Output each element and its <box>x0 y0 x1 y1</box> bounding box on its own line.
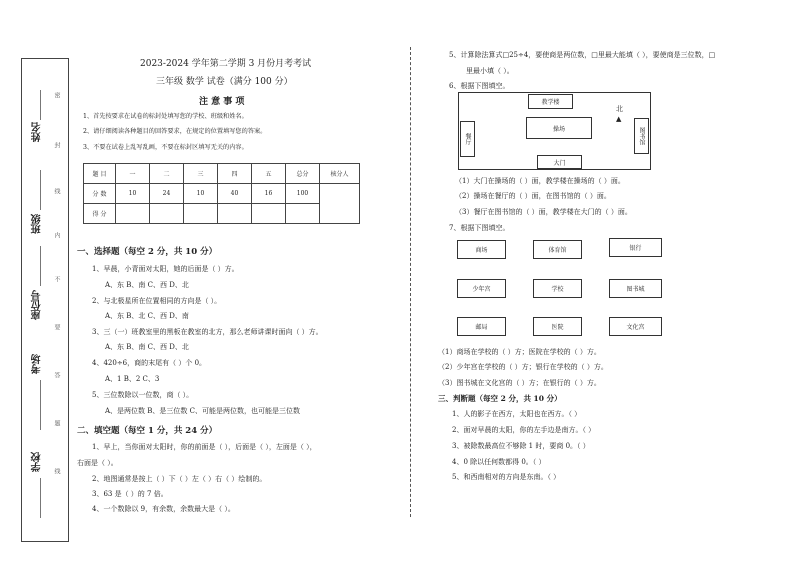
table-cell: 一 <box>116 164 150 184</box>
north-arrow-icon: ▲ <box>616 115 622 123</box>
question-line: （1）大门在操场的（ ）面，教学楼在操场的（ ）面。 <box>455 177 625 185</box>
notice-title: 注 意 事 项 <box>199 97 245 107</box>
grid-hospital: 医院 <box>533 317 582 336</box>
question-title: 6、根据下图填空。 <box>449 82 510 90</box>
table-cell: 核分人 <box>320 164 360 184</box>
question-title: 7、根据下图填空。 <box>449 224 510 232</box>
exam-title: 2023-2024 学年第二学期 3 月份月考考试 <box>140 59 312 69</box>
question-line: 里最小填（ ）。 <box>466 67 514 75</box>
grid-mall: 商场 <box>457 240 506 259</box>
table-cell: 得 分 <box>84 204 116 224</box>
option-line: A、东 B、北 C、西 D、南 <box>105 312 189 320</box>
question-line: 4、420÷6，商的末尾有（ ）个 0。 <box>92 359 207 367</box>
room-line <box>40 380 41 430</box>
question-line: 1、早上，当你面对太阳时，你的前面是（ ），后面是（ ），左面是（ ）， <box>92 443 317 451</box>
map-north-label: 北 <box>616 105 623 113</box>
table-cell: 分 数 <box>84 184 116 204</box>
grid-youth-palace: 少年宫 <box>457 279 506 298</box>
map-playground: 操场 <box>526 117 592 139</box>
judge-line: 2、面对早晨的太阳，你的左手边是南方。（ ） <box>452 426 596 434</box>
notice-line: 2、请仔细阅读各种题目的回答要求，在规定的位置填写您的答案。 <box>83 128 267 135</box>
name-label: 姓名 <box>32 122 43 142</box>
score-table-got-row <box>84 204 360 224</box>
score-input-cell[interactable] <box>218 204 252 224</box>
question-line: （2）少年宫在学校的（ ）方；银行在学校的（ ）方。 <box>438 363 608 371</box>
map-teaching-building: 教学楼 <box>528 94 573 109</box>
seal-char: 答 <box>53 372 60 378</box>
question-line: 2、地图通常是按上（ ）下（ ）左（ ）右（ ）绘制的。 <box>92 475 267 483</box>
table-cell: 三 <box>184 164 218 184</box>
question-line: （3）餐厅在图书馆的（ ）面，教学楼在大门的（ ）面。 <box>455 208 632 216</box>
section-title: 三、判断题（每空 2 分，共 10 分） <box>438 394 562 403</box>
grid-school: 学校 <box>533 279 582 298</box>
map-canteen: 餐厅 <box>460 121 475 157</box>
seal-char: 线 <box>53 468 60 474</box>
table-cell: 10 <box>116 184 150 204</box>
section-title: 一、选择题（每空 2 分，共 10 分） <box>77 247 218 257</box>
seal-char: 密 <box>53 92 60 98</box>
school-label: 学校 <box>32 452 43 472</box>
table-cell: 100 <box>286 184 320 204</box>
grid-book-city: 图书城 <box>609 279 662 298</box>
question-line: 2、与北极星所在位置相同的方向是（ ）。 <box>92 297 222 305</box>
score-table <box>83 163 360 224</box>
option-line: A、东 B、南 C、西 D、北 <box>105 281 189 289</box>
table-cell-checker[interactable] <box>320 184 360 224</box>
score-input-cell[interactable] <box>150 204 184 224</box>
table-cell: 总分 <box>286 164 320 184</box>
score-table-header-row <box>84 164 360 184</box>
judge-line: 3、被除数最高位不够除 1 时，要商 0。（ ） <box>452 442 590 450</box>
map-gate: 大门 <box>537 155 582 169</box>
table-cell: 四 <box>218 164 252 184</box>
question-line: 右面是（ ）。 <box>77 459 118 467</box>
question-line: 3、三（一）班教室里的黑板在教室的北方，那么老师讲课时面向（ ）方。 <box>92 328 323 336</box>
table-cell: 16 <box>252 184 286 204</box>
score-input-cell[interactable] <box>252 204 286 224</box>
notice-line: 1、首先按要求在试卷的标封处填写您的学校、班级和姓名。 <box>83 113 248 120</box>
seal-char: 不 <box>53 276 60 282</box>
column-divider <box>410 47 411 517</box>
score-input-cell[interactable] <box>116 204 150 224</box>
table-cell: 五 <box>252 164 286 184</box>
question-line: （3）图书城在文化宫的（ ）方；在银行的（ ）方。 <box>438 379 601 387</box>
judge-line: 4、0 除以任何数都得 0。（ ） <box>452 458 546 466</box>
judge-line: 1、人的影子在西方，太阳也在西方。（ ） <box>452 410 582 418</box>
table-cell: 10 <box>184 184 218 204</box>
question-line: 5、计算除法算式□25÷4，要使商是两位数，□里最大能填（ ），要使商是三位数，□ <box>449 51 716 59</box>
table-cell: 40 <box>218 184 252 204</box>
name-line <box>40 90 41 120</box>
score-table-points-row <box>84 184 360 204</box>
grid-culture-palace: 文化宫 <box>609 317 662 336</box>
class-line <box>40 170 41 210</box>
question-line: （2）操场在餐厅的（ ）面，在图书馆的（ ）面。 <box>455 192 611 200</box>
grid-bank: 银行 <box>609 238 662 257</box>
seal-char: 线 <box>53 188 60 194</box>
table-cell: 二 <box>150 164 184 184</box>
map-library: 图书馆 <box>634 118 649 154</box>
score-input-cell[interactable] <box>184 204 218 224</box>
grid-post-office: 邮局 <box>457 317 506 336</box>
grid-gym: 体育馆 <box>533 240 582 259</box>
seal-char: 要 <box>53 324 60 330</box>
question-line: 1、早晨，小青面对太阳，她的后面是（ ）方。 <box>92 265 239 273</box>
score-input-cell[interactable] <box>286 204 320 224</box>
school-line <box>40 478 41 518</box>
seal-char: 内 <box>53 232 60 238</box>
section-title: 二、填空题（每空 1 分，共 24 分） <box>77 426 218 436</box>
question-line: 5、三位数除以一位数，商（ ）。 <box>92 391 194 399</box>
judge-line: 5、和西南相对的方向是东南。（ ） <box>452 473 561 481</box>
question-line: （1）商场在学校的（ ）方；医院在学校的（ ）方。 <box>438 348 601 356</box>
question-line: 4、一个数除以 9，有余数，余数最大是（ ）。 <box>92 505 235 513</box>
option-line: A、东 B、南 C、西 D、北 <box>105 343 189 351</box>
notice-line: 3、不要在试卷上乱写乱画，不要在标封区填写无关的内容。 <box>83 144 248 151</box>
class-label: 班级 <box>32 214 43 234</box>
option-line: A、1 B、2 C、3 <box>105 375 160 383</box>
binding-margin <box>21 58 69 542</box>
question-line: 3、63 是（ ）的 7 倍。 <box>92 490 168 498</box>
room-label: 考场 <box>32 354 43 374</box>
seal-char: 封 <box>53 142 60 148</box>
table-cell: 24 <box>150 184 184 204</box>
seat-label: 座位号 <box>32 290 43 320</box>
exam-subtitle: 三年级 数学 试卷（满分 100 分） <box>156 77 293 87</box>
option-line: A、是两位数 B、是三位数 C、可能是两位数，也可能是三位数 <box>105 407 301 415</box>
seal-char: 题 <box>53 420 60 426</box>
seat-line <box>40 246 41 286</box>
table-cell: 题 目 <box>84 164 116 184</box>
